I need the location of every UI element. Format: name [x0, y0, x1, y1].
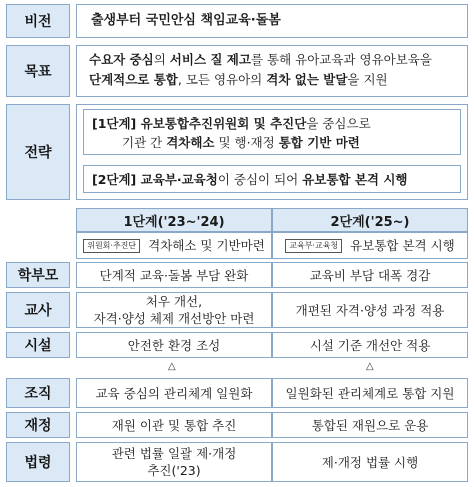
vision-box [76, 4, 468, 38]
row-label-legislation: 법령 [6, 442, 70, 482]
vision-label: 비전 [6, 4, 70, 38]
col2-sub-text: 유보통합 본격 시행 [350, 238, 455, 253]
strategy-stage1 [83, 109, 461, 155]
vision-text: 출생부터 국민안심 책임교육·돌봄 [91, 13, 281, 28]
row-label-facilities: 시설 [6, 332, 70, 358]
row-label-teachers: 교사 [6, 292, 70, 328]
strategy-stage2: [2단계] 교육부·교육청이 중심이 되어 유보통합 본격 시행 [83, 165, 461, 193]
strategy-box [76, 104, 468, 200]
col2-tag: 교육부·교육청 [285, 239, 342, 253]
row-organization-c2: 일원화된 관리체계로 통합 지원 [272, 378, 468, 408]
goal-line2: 단계적으로 통합, 모든 영유아의 격차 없는 발달을 지원 [89, 72, 388, 87]
col2-header: 2단계('25~) [272, 208, 468, 232]
row-parents-c2: 교육비 부담 대폭 경감 [272, 262, 468, 288]
row-label-finance: 재정 [6, 412, 70, 438]
goal-box [76, 45, 468, 97]
col1-sub-text: 격차해소 및 기반마련 [148, 238, 265, 253]
row-finance-c2: 통합된 재원으로 운용 [272, 412, 468, 438]
stage1-line1: [1단계] 유보통합추진위원회 및 추진단을 중심으로 [92, 116, 371, 131]
arrow-up-icon: △ [168, 361, 176, 372]
row-legislation-c1: 관련 법률 일괄 제·개정 추진('23) [76, 442, 272, 482]
strategy-label: 전략 [6, 104, 70, 200]
stage1-line2: 기관 간 격차해소 및 행·재정 통합 기반 마련 [122, 135, 360, 150]
row-finance-c1: 재원 이관 및 통합 추진 [76, 412, 272, 438]
row-parents-c1: 단계적 교육·돌봄 부담 완화 [76, 262, 272, 288]
goal-line1: 수요자 중심의 서비스 질 제고를 통해 유아교육과 영유아보육을 [89, 52, 432, 67]
row-facilities-c2: 시설 기준 개선안 적용 [272, 332, 468, 358]
row-label-organization: 조직 [6, 378, 70, 408]
row-legislation-c2: 제·개정 법률 시행 [272, 442, 468, 482]
row-label-parents: 학부모 [6, 262, 70, 288]
goal-label: 목표 [6, 45, 70, 97]
col1-tag: 위원회·추진단 [83, 239, 140, 253]
row-organization-c1: 교육 중심의 관리체계 일원화 [76, 378, 272, 408]
col2-subheader [272, 232, 468, 259]
arrow-up-icon: △ [366, 361, 374, 372]
col1-subheader [76, 232, 272, 259]
row-teachers-c1: 처우 개선, 자격·양성 체제 개선방안 마련 [76, 292, 272, 328]
row-teachers-c2: 개편된 자격·양성 과정 적용 [272, 292, 468, 328]
col1-header: 1단계('23~'24) [76, 208, 272, 232]
row-facilities-c1: 안전한 환경 조성 [76, 332, 272, 358]
